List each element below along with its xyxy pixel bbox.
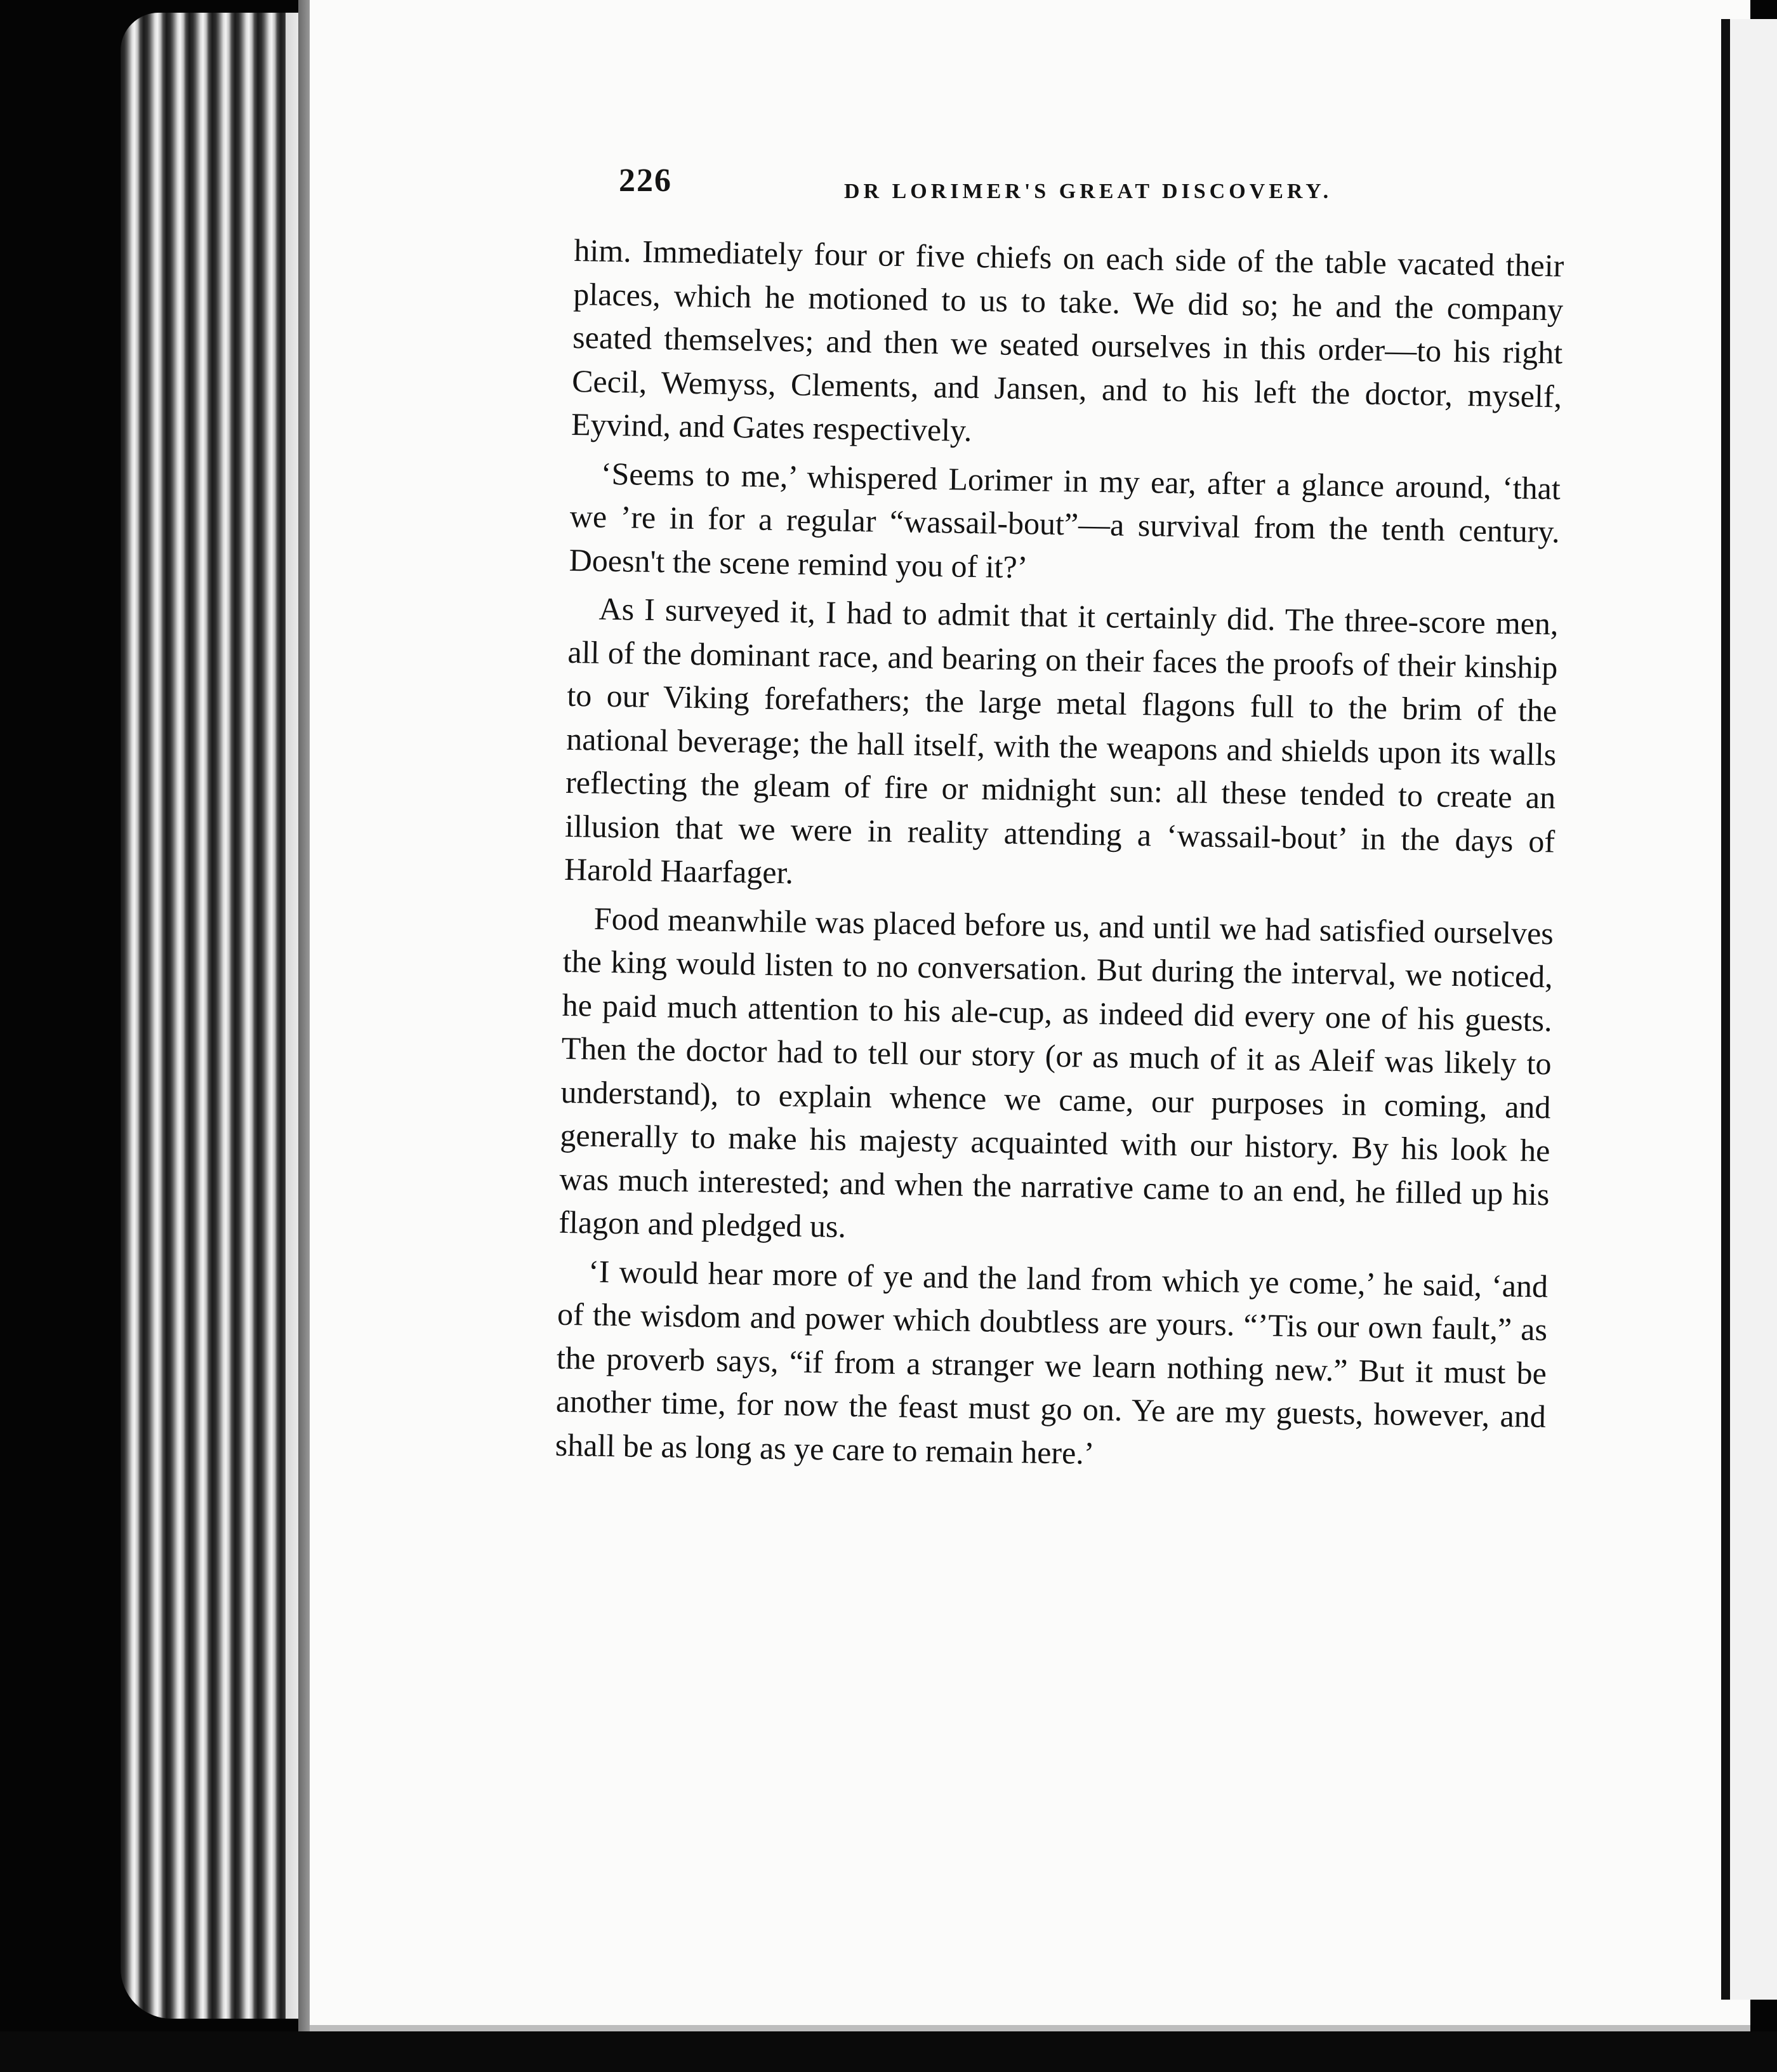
page-header <box>619 162 1336 213</box>
paragraph-1: him. Immediately four or five chiefs on each side of the table vacated their places, which he motioned to us to take. We did so; he and the company seated themselves; and then we seated ourselves in this order—to his right Cecil, Wemyss, Clements, and Jansen, and to his left the doctor, myself, Eyvind, and Gates respectively. <box>571 232 1564 448</box>
paragraph-5: ‘I would hear more of ye and the land from which ye come,’ he said, ‘and of the wisdom and power which doubtless are yours. “’Tis our own fault,” as the proverb says, “if from a stranger we learn nothing new.” But it must be another time, for now the feast must go on. Ye are my guests, however, and shall be as long as ye care to remain here.’ <box>555 1253 1549 1471</box>
facing-page-strip <box>1730 19 1777 2000</box>
page-number: 226 <box>619 163 672 199</box>
paragraph-4: Food meanwhile was placed before us, and until we had satisfied ourselves the king would listen to no conversation. But during the interval, we noticed, he paid much attention to his ale-cup, as indeed did every one of his guests. Then the doctor had to tell our story (or as much of it as Aleif was likely to understand), to explain whence we came, our purposes in coming, and generally to make his majesty acquainted with our history. By his look he was much interested; and when the narrative came to an end, he filled up his flagon and pledged us. <box>558 900 1554 1244</box>
paragraph-2: ‘Seems to me,’ whispered Lorimer in my ear, after a glance around, ‘that we ’re in for a regular “wassail-bout”—a survival from the tenth century. Doesn't the scene remind you of it?’ <box>569 455 1561 585</box>
right-page-edge <box>1721 19 1730 2000</box>
bottom-border <box>0 2031 1777 2072</box>
running-head: DR LORIMER'S GREAT DISCOVERY. <box>844 180 1333 203</box>
page-edges <box>121 13 311 2019</box>
paragraph-3: As I surveyed it, I had to admit that it certainly did. The three-score men, all of the dominant race, and bearing on their faces the proofs of their kinship to our Viking forefathers; the large metal flagons full to the brim of the national beverage; the hall itself, with the weapons and shields upon its walls reflecting the gleam of fire or midnight sun: all these tended to create an illusion that we were in reality attending a ‘wassail-bout’ in the days of Harold Haarfager. <box>564 590 1559 891</box>
body-text <box>555 229 1564 1487</box>
